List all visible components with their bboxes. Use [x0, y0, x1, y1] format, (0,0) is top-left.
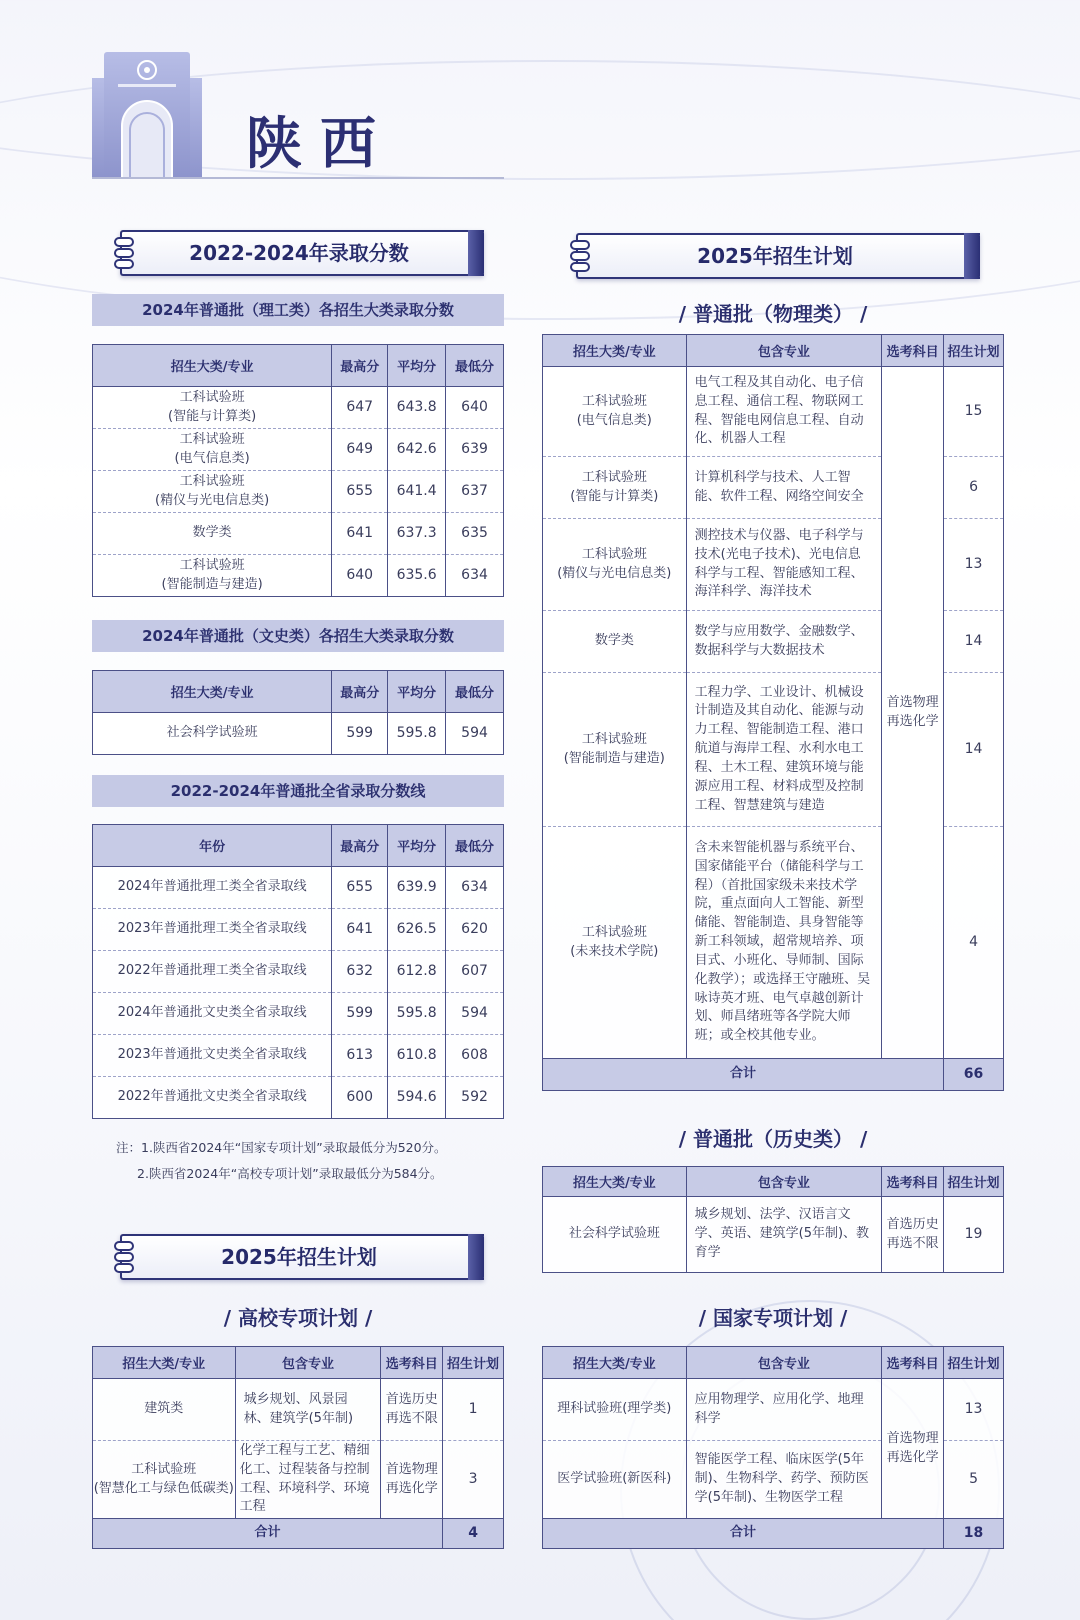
subject-cell: 首选历史 再选不限 — [882, 1197, 944, 1273]
avg-score: 643.8 — [388, 387, 446, 429]
column-header: 最高分 — [332, 345, 388, 387]
column-header: 包含专业 — [686, 1347, 882, 1379]
table-row — [93, 909, 504, 951]
category-cell: 工科试验班 (智慧化工与绿色低碳类) — [93, 1441, 236, 1519]
total-label: 合计 — [543, 1519, 944, 1549]
majors-cell: 智能医学工程、临床医学(5年制)、生物科学、药学、预防医学(5年制)、生物医学工程 — [686, 1441, 882, 1519]
column-header: 选考科目 — [882, 1347, 944, 1379]
section-banner-scores — [114, 230, 484, 276]
avg-score: 594.6 — [388, 1077, 446, 1119]
max-score: 640 — [332, 555, 388, 597]
min-score: 634 — [446, 555, 504, 597]
total-label: 合计 — [93, 1519, 443, 1549]
majors-cell: 含未来智能机器与系统平台、国家储能平台（储能科学与工程）（首批国家级未来技术学院，重点面向人工智能、新型储能、智能制造、具身智能等新工科领域，超常规培养、项目式、小班化、导师制、国际化教学）；或选择王守融班、吴咏诗英才班、电气卓越创新计划、师昌绪班等各学院大师班；或全校其他专业。 — [686, 827, 882, 1059]
majors-cell: 应用物理学、应用化学、地理科学 — [686, 1379, 882, 1441]
category-cell: 工科试验班 (智能制造与建造) — [543, 673, 687, 827]
year-cell: 2024年普通批文史类全省录取线 — [93, 993, 332, 1035]
subject-cell: 首选物理 再选化学 — [882, 1379, 944, 1519]
majors-cell: 电气工程及其自动化、电子信息工程、通信工程、物联网工程、智能电网信息工程、自动化、机器人工程 — [686, 367, 882, 457]
column-header: 招生计划 — [443, 1347, 504, 1379]
banner-title: 2022-2024年录取分数 — [189, 241, 409, 265]
plan-cell: 4 — [944, 827, 1004, 1059]
table-row — [543, 1379, 1004, 1441]
table-title: 2024年普通批（理工类）各招生大类录取分数 — [92, 294, 504, 326]
category-cell: 社会科学试验班 — [93, 713, 332, 755]
min-score: 594 — [446, 713, 504, 755]
majors-cell: 城乡规划、风景园林、建筑学(5年制) — [235, 1379, 381, 1441]
min-score: 620 — [446, 909, 504, 951]
max-score: 641 — [332, 909, 388, 951]
provincial-cutoff-table — [92, 824, 504, 1119]
majors-cell: 数学与应用数学、金融数学、数据科学与大数据技术 — [686, 611, 882, 673]
total-label: 合计 — [543, 1059, 944, 1091]
max-score: 600 — [332, 1077, 388, 1119]
max-score: 655 — [332, 471, 388, 513]
max-score: 647 — [332, 387, 388, 429]
score-table-liberal-arts — [92, 670, 504, 755]
footnote: 2.陕西省2024年“高校专项计划”录取最低分为584分。 — [137, 1166, 443, 1181]
footnote: 注：1.陕西省2024年“国家专项计划”录取最低分为520分。 — [116, 1140, 447, 1155]
category-cell: 数学类 — [93, 513, 332, 555]
category-cell: 工科试验班 (智能与计算类) — [543, 457, 687, 519]
subject-cell: 首选物理 再选化学 — [381, 1441, 443, 1519]
column-header: 招生大类/专业 — [543, 1347, 687, 1379]
table-row — [93, 713, 504, 755]
table-row — [93, 1077, 504, 1119]
table-row — [93, 951, 504, 993]
table-row — [543, 1197, 1004, 1273]
table-row — [93, 993, 504, 1035]
column-header: 招生计划 — [944, 1167, 1004, 1197]
subject-cell: 首选物理 再选化学 — [882, 367, 944, 1059]
plan-cell: 5 — [944, 1441, 1004, 1519]
avg-score: 610.8 — [388, 1035, 446, 1077]
min-score: 608 — [446, 1035, 504, 1077]
min-score: 592 — [446, 1077, 504, 1119]
category-cell: 工科试验班 (电气信息类) — [93, 429, 332, 471]
table-title: 2022-2024年普通批全省录取分数线 — [92, 775, 504, 807]
table-row — [93, 429, 504, 471]
column-header: 平均分 — [388, 825, 446, 867]
majors-cell: 工程力学、工业设计、机械设计制造及其自动化、能源与动力工程、智能制造工程、港口航道与海岸工程、水利水电工程、土木工程、建筑环境与能源应用工程、材料成型及控制工程、智慧建筑与建造 — [686, 673, 882, 827]
avg-score: 635.6 — [388, 555, 446, 597]
column-header: 年份 — [93, 825, 332, 867]
table-row — [93, 1035, 504, 1077]
min-score: 639 — [446, 429, 504, 471]
plan-cell: 14 — [944, 673, 1004, 827]
plan-cell: 13 — [944, 519, 1004, 611]
column-header: 包含专业 — [686, 335, 882, 367]
column-header: 最低分 — [446, 825, 504, 867]
column-header: 包含专业 — [686, 1167, 882, 1197]
avg-score: 626.5 — [388, 909, 446, 951]
column-header: 平均分 — [388, 345, 446, 387]
category-cell: 工科试验班 (未来技术学院) — [543, 827, 687, 1059]
max-score: 655 — [332, 867, 388, 909]
total-value: 4 — [443, 1519, 504, 1549]
plan-cell: 15 — [944, 367, 1004, 457]
majors-cell: 城乡规划、法学、汉语言文学、英语、建筑学(5年制)、教育学 — [686, 1197, 882, 1273]
min-score: 607 — [446, 951, 504, 993]
max-score: 599 — [332, 713, 388, 755]
history-plan-table — [542, 1166, 1004, 1273]
plan-cell: 14 — [944, 611, 1004, 673]
category-cell: 理科试验班(理学类) — [543, 1379, 687, 1441]
column-header: 选考科目 — [882, 1167, 944, 1197]
column-header: 最高分 — [332, 671, 388, 713]
max-score: 599 — [332, 993, 388, 1035]
column-header: 选考科目 — [381, 1347, 443, 1379]
avg-score: 641.4 — [388, 471, 446, 513]
avg-score: 637.3 — [388, 513, 446, 555]
total-row — [93, 1519, 504, 1549]
column-header: 招生大类/专业 — [543, 335, 687, 367]
majors-cell: 测控技术与仪器、电子科学与技术(光电子技术)、光电信息科学与工程、智能感知工程、海洋科学、海洋技术 — [686, 519, 882, 611]
plan-cell: 19 — [944, 1197, 1004, 1273]
avg-score: 595.8 — [388, 713, 446, 755]
table-row — [93, 387, 504, 429]
plan-cell: 1 — [443, 1379, 504, 1441]
college-special-plan-title: / 高校专项计划 / — [223, 1306, 373, 1330]
column-header: 招生大类/专业 — [543, 1167, 687, 1197]
college-special-plan-table — [92, 1346, 504, 1549]
max-score: 649 — [332, 429, 388, 471]
min-score: 637 — [446, 471, 504, 513]
column-header: 最低分 — [446, 345, 504, 387]
avg-score: 642.6 — [388, 429, 446, 471]
column-header: 平均分 — [388, 671, 446, 713]
max-score: 641 — [332, 513, 388, 555]
column-header: 最低分 — [446, 671, 504, 713]
physics-batch-title: / 普通批（物理类） / — [678, 302, 868, 326]
column-header: 招生大类/专业 — [93, 345, 332, 387]
section-banner-plan — [114, 1234, 484, 1280]
total-value: 66 — [944, 1059, 1004, 1091]
avg-score: 595.8 — [388, 993, 446, 1035]
total-row — [543, 1059, 1004, 1091]
column-header: 招生大类/专业 — [93, 671, 332, 713]
table-row — [93, 1379, 504, 1441]
page-title: 陕西 — [246, 111, 394, 177]
category-cell: 工科试验班 (精仪与光电信息类) — [543, 519, 687, 611]
min-score: 634 — [446, 867, 504, 909]
physics-plan-table — [542, 334, 1004, 1091]
category-cell: 社会科学试验班 — [543, 1197, 687, 1273]
year-cell: 2023年普通批文史类全省录取线 — [93, 1035, 332, 1077]
category-cell: 工科试验班 (智能制造与建造) — [93, 555, 332, 597]
avg-score: 639.9 — [388, 867, 446, 909]
plan-cell: 3 — [443, 1441, 504, 1519]
national-special-plan-table — [542, 1346, 1004, 1549]
column-header: 招生计划 — [944, 335, 1004, 367]
year-cell: 2024年普通批理工类全省录取线 — [93, 867, 332, 909]
banner-title: 2025年招生计划 — [697, 244, 853, 268]
university-gate-icon — [92, 48, 202, 180]
year-cell: 2022年普通批文史类全省录取线 — [93, 1077, 332, 1119]
category-cell: 工科试验班 (智能与计算类) — [93, 387, 332, 429]
banner-title: 2025年招生计划 — [221, 1245, 377, 1269]
total-value: 18 — [944, 1519, 1004, 1549]
avg-score: 612.8 — [388, 951, 446, 993]
category-cell: 医学试验班(新医科) — [543, 1441, 687, 1519]
plan-cell: 6 — [944, 457, 1004, 519]
plan-cell: 13 — [944, 1379, 1004, 1441]
national-special-plan-title: / 国家专项计划 / — [698, 1306, 848, 1330]
majors-cell: 化学工程与工艺、精细化工、过程装备与控制工程、环境科学、环境工程 — [235, 1441, 381, 1519]
category-cell: 数学类 — [543, 611, 687, 673]
section-banner-plan — [570, 233, 980, 279]
year-cell: 2022年普通批理工类全省录取线 — [93, 951, 332, 993]
category-cell: 建筑类 — [93, 1379, 236, 1441]
column-header: 招生计划 — [944, 1347, 1004, 1379]
score-table-science — [92, 344, 504, 597]
history-batch-title: / 普通批（历史类） / — [678, 1127, 868, 1151]
category-cell: 工科试验班 (电气信息类) — [543, 367, 687, 457]
table-row — [93, 867, 504, 909]
column-header: 招生大类/专业 — [93, 1347, 236, 1379]
table-row — [93, 555, 504, 597]
table-row — [93, 513, 504, 555]
min-score: 640 — [446, 387, 504, 429]
table-row — [93, 1441, 504, 1519]
min-score: 635 — [446, 513, 504, 555]
table-row — [93, 471, 504, 513]
table-title: 2024年普通批（文史类）各招生大类录取分数 — [92, 620, 504, 652]
column-header: 最高分 — [332, 825, 388, 867]
category-cell: 工科试验班 (精仪与光电信息类) — [93, 471, 332, 513]
column-header: 选考科目 — [882, 335, 944, 367]
majors-cell: 计算机科学与技术、人工智能、软件工程、网络空间安全 — [686, 457, 882, 519]
min-score: 594 — [446, 993, 504, 1035]
max-score: 613 — [332, 1035, 388, 1077]
table-row — [543, 367, 1004, 457]
total-row — [543, 1519, 1004, 1549]
year-cell: 2023年普通批理工类全省录取线 — [93, 909, 332, 951]
max-score: 632 — [332, 951, 388, 993]
column-header: 包含专业 — [235, 1347, 381, 1379]
subject-cell: 首选历史 再选不限 — [381, 1379, 443, 1441]
